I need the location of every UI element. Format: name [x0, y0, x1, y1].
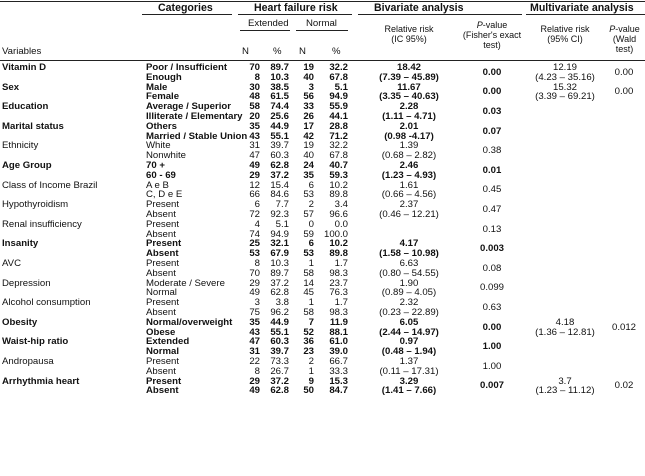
- normal-n-cell: 23: [303, 346, 314, 358]
- normal-pct-cell: 98.3: [329, 306, 348, 318]
- extended-pct-cell: 10.3: [270, 257, 289, 269]
- multivariate-rr-cell: (4.23 – 35.16): [535, 71, 595, 83]
- bivariate-rr-cell: 4.17: [399, 238, 419, 250]
- category-cell: Normal: [146, 287, 177, 299]
- header-normal: Normal: [306, 18, 337, 29]
- extended-n-cell: 29: [249, 277, 260, 289]
- normal-pct-cell: 39.0: [329, 346, 348, 358]
- extended-n-cell: 12: [249, 179, 260, 191]
- variable-cell: Sex: [2, 81, 20, 93]
- normal-n-cell: 53: [303, 248, 314, 260]
- normal-n-cell: 58: [303, 306, 314, 318]
- variable-cell: Waist-hip ratio: [2, 336, 69, 348]
- normal-pct-cell: 10.2: [329, 179, 348, 191]
- header-n-normal: N: [299, 46, 306, 57]
- extended-n-cell: 70: [249, 62, 260, 73]
- extended-pct-cell: 25.6: [270, 110, 289, 122]
- header-rule-categories: [142, 14, 232, 15]
- extended-n-cell: 53: [249, 248, 260, 260]
- extended-n-cell: 75: [249, 306, 260, 318]
- bivariate-rr-cell: (0.68 – 2.82): [381, 150, 437, 162]
- normal-n-cell: 40: [303, 71, 314, 83]
- extended-pct-cell: 39.7: [270, 140, 289, 152]
- extended-pct-cell: 44.9: [270, 316, 289, 328]
- normal-n-cell: 19: [303, 62, 314, 73]
- fisher-pvalue-cell: 0.01: [482, 164, 502, 176]
- category-cell: Married / Stable Union: [146, 130, 248, 142]
- variable-cell: Arrhythmia heart: [2, 375, 80, 387]
- table-row: [0, 92, 645, 102]
- extended-pct-cell: 37.2: [270, 169, 289, 181]
- table-row: [0, 288, 645, 298]
- header-rule-bivariate: [358, 14, 522, 15]
- extended-n-cell: 43: [249, 130, 260, 142]
- normal-pct-cell: 66.7: [329, 355, 348, 367]
- category-cell: Present: [146, 297, 180, 309]
- normal-pct-cell: 15.3: [329, 375, 348, 387]
- extended-pct-cell: 84.6: [270, 189, 289, 201]
- normal-n-cell: 0: [308, 218, 314, 230]
- extended-n-cell: 70: [249, 267, 260, 279]
- category-cell: Illiterate / Elementary: [146, 110, 243, 122]
- extended-pct-cell: 62.8: [270, 385, 289, 397]
- normal-n-cell: 57: [303, 208, 314, 220]
- extended-pct-cell: 5.1: [275, 218, 289, 230]
- extended-n-cell: 47: [249, 150, 260, 162]
- bivariate-rr-cell: (2.44 – 14.97): [379, 326, 439, 338]
- wald-pvalue-cell: 0.02: [614, 380, 634, 392]
- extended-pct-cell: 73.3: [270, 355, 289, 367]
- category-cell: C, D e E: [146, 189, 183, 201]
- extended-pct-cell: 94.9: [270, 228, 289, 240]
- normal-pct-cell: 32.2: [329, 140, 348, 152]
- normal-pct-cell: 40.7: [329, 159, 348, 171]
- header-variables: Variables: [2, 46, 42, 57]
- header-pct-normal: %: [332, 46, 341, 57]
- table-row: [0, 151, 645, 161]
- category-cell: Absent: [146, 228, 176, 240]
- normal-pct-cell: 71.2: [329, 130, 348, 142]
- extended-pct-cell: 55.1: [270, 130, 289, 142]
- normal-n-cell: 9: [308, 375, 314, 387]
- table-body: [0, 63, 645, 396]
- extended-n-cell: 25: [249, 238, 260, 250]
- table-row: [0, 328, 645, 338]
- multivariate-rr-cell: 4.18: [555, 316, 575, 328]
- extended-n-cell: 29: [249, 375, 260, 387]
- normal-n-cell: 6: [308, 238, 314, 250]
- normal-pct-cell: 10.2: [329, 238, 348, 250]
- category-cell: Normal: [146, 346, 180, 358]
- fisher-pvalue-cell: 0.08: [482, 262, 502, 274]
- normal-n-cell: 35: [303, 169, 314, 181]
- normal-n-cell: 53: [303, 189, 314, 201]
- table-row: [0, 386, 645, 396]
- extended-pct-cell: 89.7: [270, 62, 289, 73]
- category-cell: Female: [146, 91, 180, 103]
- extended-pct-cell: 37.2: [270, 277, 289, 289]
- bivariate-rr-cell: (7.39 – 45.89): [379, 71, 439, 83]
- category-cell: Others: [146, 120, 177, 132]
- variable-cell: Renal insufficiency: [2, 218, 82, 230]
- extended-n-cell: 43: [249, 326, 260, 338]
- table-row: [0, 367, 645, 377]
- fisher-pvalue-cell: 0.003: [479, 243, 504, 255]
- variable-cell: Class of Income Brazil: [2, 179, 98, 191]
- extended-pct-cell: 44.9: [270, 120, 289, 132]
- variable-cell: Age Group: [2, 159, 52, 171]
- extended-pct-cell: 60.3: [270, 336, 289, 348]
- normal-n-cell: 42: [303, 130, 314, 142]
- header-pvalue-fisher: P-value (Fisher's exact test): [462, 20, 522, 50]
- normal-n-cell: 52: [303, 326, 314, 338]
- bivariate-rr-cell: (1.11 – 4.71): [382, 110, 436, 122]
- bivariate-rr-cell: (0.80 – 54.55): [379, 267, 439, 279]
- extended-n-cell: 31: [249, 346, 260, 358]
- bivariate-rr-cell: 1.37: [399, 355, 419, 367]
- bivariate-rr-cell: 0.97: [399, 336, 419, 348]
- table-row: [0, 132, 645, 142]
- fisher-pvalue-cell: 1.00: [482, 341, 502, 353]
- normal-pct-cell: 1.7: [334, 257, 348, 269]
- category-cell: Absent: [146, 365, 176, 377]
- bivariate-rr-cell: 11.67: [397, 81, 421, 93]
- normal-n-cell: 58: [303, 267, 314, 279]
- normal-pct-cell: 61.0: [329, 336, 348, 348]
- normal-n-cell: 24: [303, 159, 314, 171]
- table-row: [0, 210, 645, 220]
- header-rule-hf: [238, 14, 352, 15]
- fisher-pvalue-cell: 0.13: [482, 223, 502, 235]
- category-cell: Present: [146, 199, 180, 211]
- normal-n-cell: 1: [308, 365, 314, 377]
- extended-pct-cell: 61.5: [270, 91, 289, 103]
- extended-pct-cell: 74.4: [270, 101, 289, 113]
- extended-pct-cell: 7.7: [275, 199, 289, 211]
- category-cell: Moderate / Severe: [146, 277, 225, 289]
- bivariate-rr-cell: (0.23 – 22.89): [379, 306, 439, 318]
- fisher-pvalue-cell: 0.63: [482, 302, 502, 314]
- extended-n-cell: 58: [249, 101, 260, 113]
- fisher-pvalue-cell: 0.38: [482, 145, 502, 157]
- normal-pct-cell: 100.0: [323, 228, 348, 240]
- extended-n-cell: 35: [249, 120, 260, 132]
- extended-n-cell: 30: [249, 81, 260, 93]
- extended-pct-cell: 10.3: [270, 71, 289, 83]
- extended-n-cell: 8: [254, 257, 260, 269]
- normal-n-cell: 56: [303, 91, 314, 103]
- normal-n-cell: 1: [308, 257, 314, 269]
- table-row: [0, 190, 645, 200]
- category-cell: Poor / Insufficient: [146, 62, 228, 73]
- normal-n-cell: 19: [303, 140, 314, 152]
- fisher-pvalue-cell: 0.03: [482, 106, 502, 118]
- bivariate-rr-cell: 1.61: [399, 179, 419, 191]
- bivariate-rr-cell: 1.90: [399, 277, 419, 289]
- bivariate-rr-cell: 2.28: [399, 101, 419, 113]
- extended-n-cell: 22: [249, 355, 260, 367]
- normal-n-cell: 2: [308, 355, 314, 367]
- extended-n-cell: 8: [254, 365, 260, 377]
- header-n-extended: N: [242, 46, 249, 57]
- extended-n-cell: 74: [249, 228, 260, 240]
- header-pct-extended: %: [273, 46, 282, 57]
- table-row: [0, 269, 645, 279]
- multivariate-rr-cell: 12.19: [552, 62, 577, 73]
- subheader-rule-normal: [296, 30, 348, 31]
- bivariate-rr-cell: (0.46 – 12.21): [379, 208, 439, 220]
- table-row: [0, 308, 645, 318]
- bivariate-rr-cell: (0.98 -4.17): [384, 130, 434, 142]
- wald-pvalue-cell: 0.00: [614, 66, 634, 78]
- bivariate-rr-cell: 18.42: [396, 62, 421, 73]
- variable-cell: Vitamin D: [2, 62, 47, 73]
- normal-n-cell: 33: [303, 101, 314, 113]
- extended-n-cell: 35: [249, 316, 260, 328]
- extended-pct-cell: 37.2: [270, 375, 289, 387]
- variable-cell: Depression: [2, 277, 51, 289]
- variable-cell: Insanity: [2, 238, 39, 250]
- header-bottom-rule: [0, 60, 645, 61]
- bivariate-rr-cell: 2.32: [399, 297, 419, 309]
- category-cell: Absent: [146, 306, 176, 318]
- table-row: [0, 112, 645, 122]
- extended-n-cell: 47: [249, 336, 260, 348]
- category-cell: Present: [146, 257, 180, 269]
- bivariate-rr-cell: (0.11 – 17.31): [379, 365, 439, 377]
- normal-pct-cell: 32.2: [329, 62, 348, 73]
- extended-pct-cell: 32.1: [270, 238, 289, 250]
- normal-pct-cell: 1.7: [334, 297, 348, 309]
- normal-pct-cell: 3.4: [334, 199, 348, 211]
- bivariate-rr-cell: 6.05: [399, 316, 419, 328]
- category-cell: Absent: [146, 208, 176, 220]
- normal-n-cell: 3: [308, 81, 314, 93]
- category-cell: Normal/overweight: [146, 316, 233, 328]
- header-heart-failure-risk: Heart failure risk: [254, 2, 338, 14]
- extended-pct-cell: 3.8: [275, 297, 289, 309]
- variable-cell: Ethnicity: [2, 140, 39, 152]
- table-row: [0, 73, 645, 83]
- normal-pct-cell: 11.9: [329, 316, 348, 328]
- normal-pct-cell: 67.8: [329, 71, 348, 83]
- extended-pct-cell: 55.1: [270, 326, 289, 338]
- extended-n-cell: 48: [249, 91, 260, 103]
- category-cell: Present: [146, 218, 180, 230]
- normal-pct-cell: 59.3: [329, 169, 348, 181]
- multivariate-rr-cell: (1.36 – 12.81): [535, 326, 595, 338]
- normal-n-cell: 17: [303, 120, 314, 132]
- normal-pct-cell: 55.9: [329, 101, 348, 113]
- fisher-pvalue-cell: 0.00: [482, 321, 502, 333]
- extended-pct-cell: 62.8: [270, 287, 289, 299]
- extended-n-cell: 49: [249, 159, 260, 171]
- fisher-pvalue-cell: 0.007: [479, 380, 504, 392]
- bivariate-rr-cell: (3.35 – 40.63): [379, 91, 439, 103]
- subheader-rule-extended: [240, 30, 290, 31]
- extended-pct-cell: 62.8: [270, 159, 289, 171]
- extended-n-cell: 29: [249, 169, 260, 181]
- category-cell: Obese: [146, 326, 176, 338]
- normal-pct-cell: 76.3: [329, 287, 348, 299]
- normal-n-cell: 26: [303, 110, 314, 122]
- bivariate-rr-cell: 2.46: [399, 159, 419, 171]
- variable-cell: Education: [2, 101, 49, 113]
- bivariate-rr-cell: 2.01: [399, 120, 419, 132]
- bivariate-rr-cell: 6.63: [399, 257, 419, 269]
- fisher-pvalue-cell: 0.07: [482, 125, 502, 137]
- normal-n-cell: 14: [303, 277, 314, 289]
- extended-n-cell: 4: [254, 218, 260, 230]
- normal-pct-cell: 67.8: [329, 150, 348, 162]
- extended-pct-cell: 92.3: [270, 208, 289, 220]
- extended-pct-cell: 26.7: [270, 365, 289, 377]
- extended-pct-cell: 38.5: [270, 81, 289, 93]
- extended-pct-cell: 67.9: [270, 248, 289, 260]
- normal-pct-cell: 88.1: [329, 326, 348, 338]
- fisher-pvalue-cell: 0.00: [482, 66, 502, 78]
- bivariate-rr-cell: (0.48 – 1.94): [381, 346, 437, 358]
- extended-n-cell: 72: [249, 208, 260, 220]
- fisher-pvalue-cell: 0.099: [479, 282, 504, 294]
- category-cell: Present: [146, 355, 180, 367]
- multivariate-rr-cell: 3.7: [558, 375, 572, 387]
- bivariate-rr-cell: (0.66 – 4.56): [381, 189, 437, 201]
- normal-pct-cell: 89.8: [329, 189, 348, 201]
- extended-pct-cell: 89.7: [270, 267, 289, 279]
- category-cell: Absent: [146, 385, 179, 397]
- normal-n-cell: 40: [303, 150, 314, 162]
- bivariate-rr-cell: (1.23 – 4.93): [381, 169, 437, 181]
- variable-cell: Alcohol consumption: [2, 297, 91, 309]
- variable-cell: Obesity: [2, 316, 38, 328]
- header-multivariate-analysis: Multivariate analysis: [530, 2, 634, 14]
- fisher-pvalue-cell: 0.45: [482, 184, 502, 196]
- bivariate-rr-cell: (1.41 – 7.66): [381, 385, 437, 397]
- normal-n-cell: 45: [303, 287, 314, 299]
- header-bivariate-analysis: Bivariate analysis: [374, 2, 464, 14]
- category-cell: 70 +: [146, 159, 165, 171]
- extended-n-cell: 49: [249, 385, 260, 397]
- normal-pct-cell: 5.1: [334, 81, 348, 93]
- multivariate-rr-cell: (1.23 – 11.12): [535, 385, 595, 397]
- table-row: [0, 347, 645, 357]
- multivariate-rr-cell: (3.39 – 69.21): [535, 91, 595, 103]
- normal-pct-cell: 33.3: [329, 365, 348, 377]
- normal-n-cell: 2: [308, 199, 314, 211]
- extended-pct-cell: 96.2: [270, 306, 289, 318]
- normal-n-cell: 36: [303, 336, 314, 348]
- header-rule-multivariate: [526, 14, 645, 15]
- bivariate-rr-cell: (1.58 – 10.98): [379, 248, 439, 260]
- normal-pct-cell: 84.7: [329, 385, 348, 397]
- category-cell: Male: [146, 81, 168, 93]
- bivariate-rr-cell: 3.29: [399, 375, 419, 387]
- normal-pct-cell: 0.0: [334, 218, 348, 230]
- table-row: [0, 249, 645, 259]
- extended-n-cell: 31: [249, 140, 260, 152]
- normal-n-cell: 59: [303, 228, 314, 240]
- header-relative-risk-bivariate: Relative risk (IC 95%): [384, 24, 434, 44]
- normal-n-cell: 50: [303, 385, 314, 397]
- category-cell: Present: [146, 375, 182, 387]
- wald-pvalue-cell: 0.00: [614, 86, 634, 98]
- extended-n-cell: 3: [254, 297, 260, 309]
- variable-cell: Hypothyroidism: [2, 199, 69, 211]
- extended-n-cell: 20: [249, 110, 260, 122]
- fisher-pvalue-cell: 1.00: [482, 360, 502, 372]
- category-cell: Absent: [146, 248, 179, 260]
- normal-pct-cell: 96.6: [329, 208, 348, 220]
- table-row: [0, 230, 645, 240]
- variable-cell: Marital status: [2, 120, 64, 132]
- category-cell: 60 - 69: [146, 169, 176, 181]
- extended-n-cell: 6: [254, 199, 260, 211]
- header-extended: Extended: [248, 18, 289, 29]
- header-pvalue-wald: P-value (Wald test): [609, 24, 640, 54]
- normal-n-cell: 1: [308, 297, 314, 309]
- bivariate-rr-cell: 2.37: [399, 199, 419, 211]
- normal-n-cell: 7: [308, 316, 314, 328]
- extended-pct-cell: 39.7: [270, 346, 289, 358]
- extended-n-cell: 66: [249, 189, 260, 201]
- normal-pct-cell: 94.9: [329, 91, 348, 103]
- category-cell: Present: [146, 238, 182, 250]
- normal-pct-cell: 44.1: [329, 110, 348, 122]
- bivariate-rr-cell: 1.39: [399, 140, 419, 152]
- normal-n-cell: 6: [308, 179, 314, 191]
- extended-n-cell: 8: [254, 71, 260, 83]
- category-cell: Extended: [146, 336, 190, 348]
- normal-pct-cell: 28.8: [329, 120, 348, 132]
- category-cell: Enough: [146, 71, 182, 83]
- fisher-pvalue-cell: 0.00: [482, 86, 502, 98]
- extended-pct-cell: 15.4: [270, 179, 289, 191]
- category-cell: White: [146, 140, 171, 152]
- header-categories: Categories: [158, 2, 213, 14]
- category-cell: A e B: [146, 179, 169, 191]
- normal-pct-cell: 23.7: [329, 277, 348, 289]
- category-cell: Nonwhite: [146, 150, 186, 162]
- header-relative-risk-multivariate: Relative risk (95% CI): [540, 24, 590, 44]
- normal-pct-cell: 89.8: [329, 248, 348, 260]
- category-cell: Average / Superior: [146, 101, 231, 113]
- category-cell: Absent: [146, 267, 176, 279]
- variable-cell: Andropausa: [2, 355, 54, 367]
- variable-cell: AVC: [2, 257, 22, 269]
- extended-pct-cell: 60.3: [270, 150, 289, 162]
- wald-pvalue-cell: 0.012: [611, 321, 636, 333]
- extended-n-cell: 49: [249, 287, 260, 299]
- multivariate-rr-cell: 15.32: [552, 81, 577, 93]
- normal-pct-cell: 98.3: [329, 267, 348, 279]
- fisher-pvalue-cell: 0.47: [482, 204, 502, 216]
- bivariate-rr-cell: (0.89 – 4.05): [381, 287, 437, 299]
